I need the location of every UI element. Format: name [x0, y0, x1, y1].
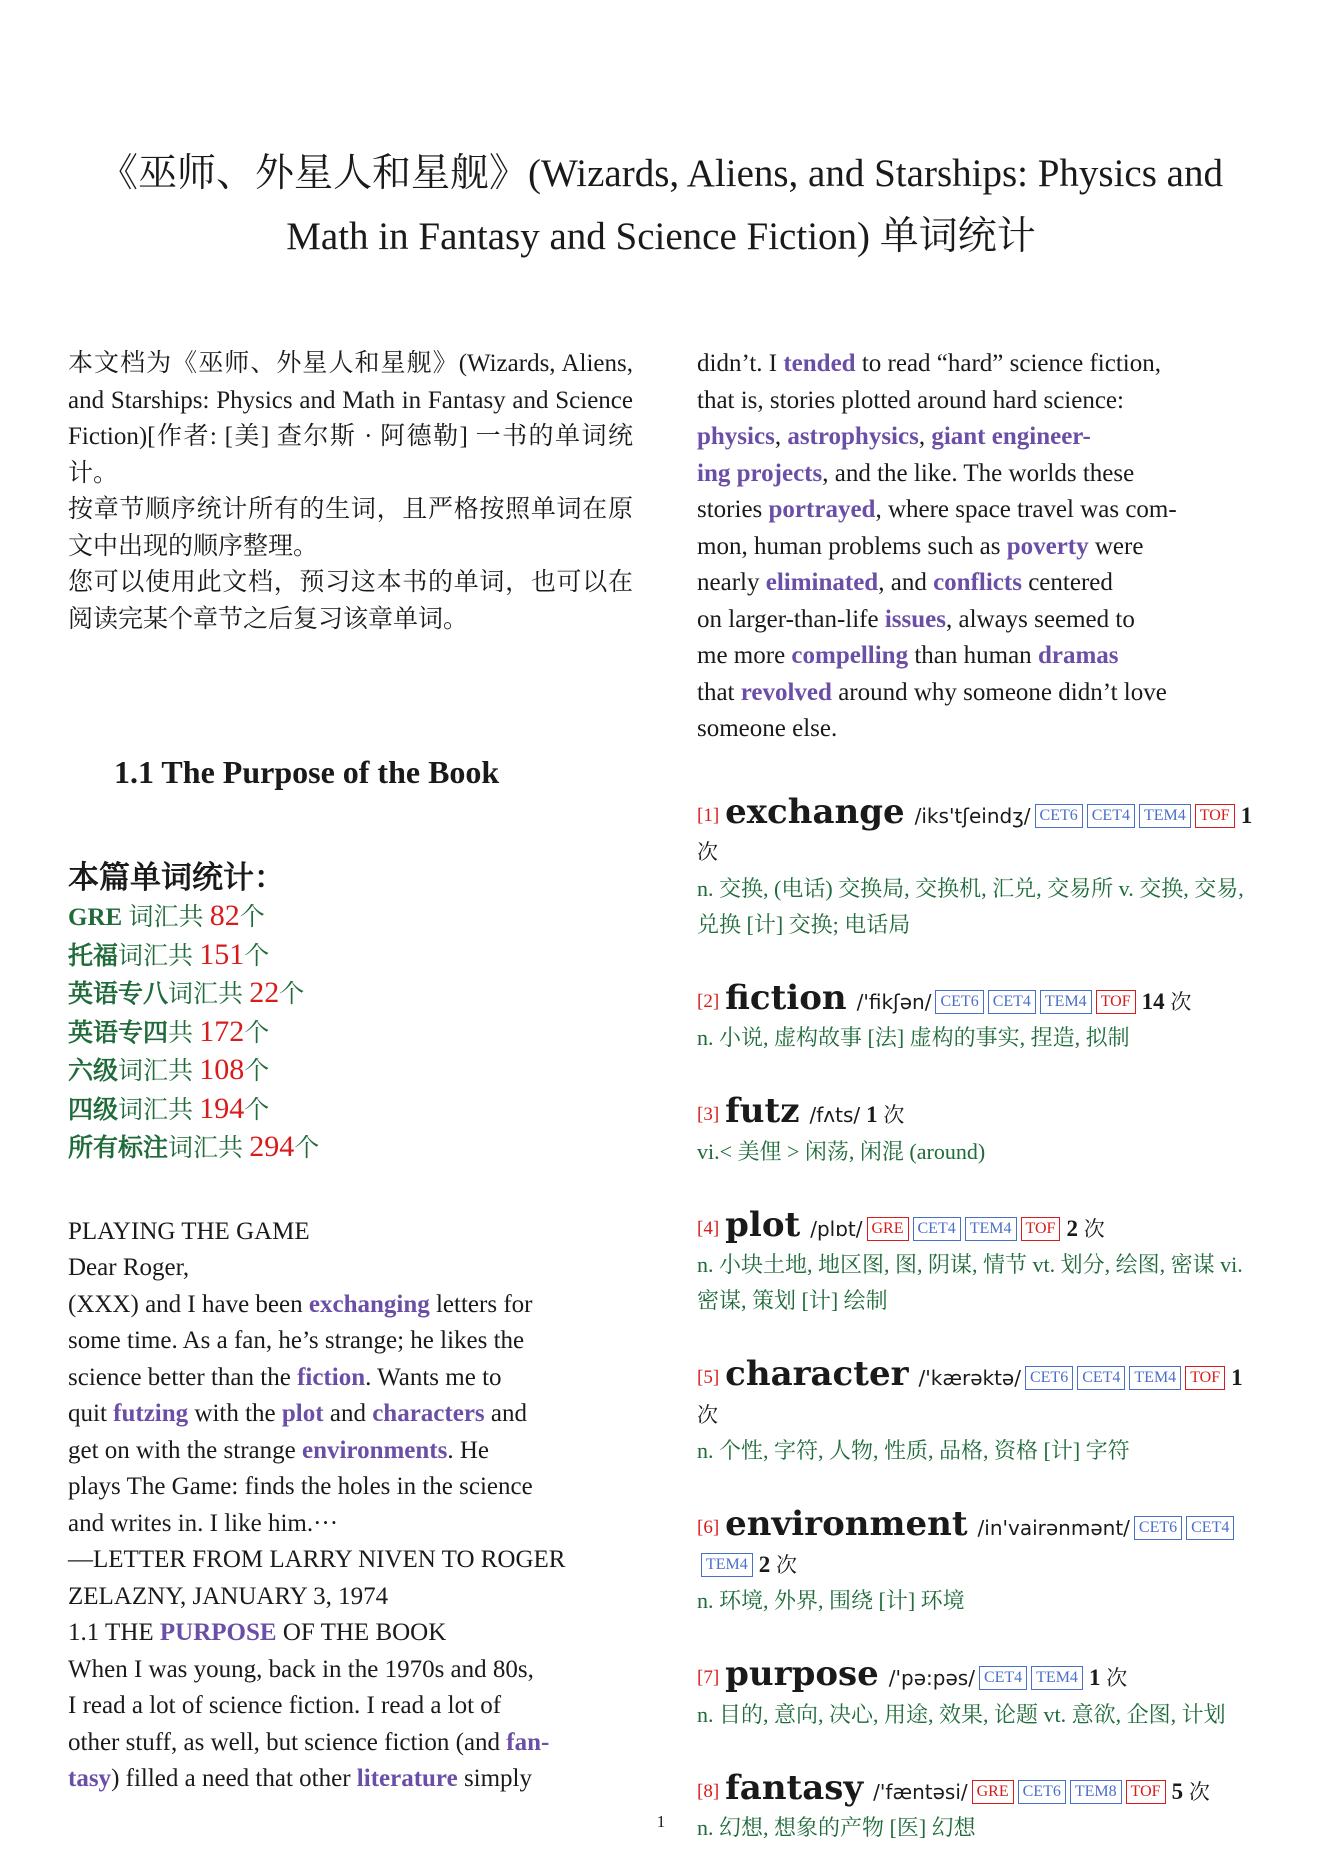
text-line: quit futzing with the plot and characters and	[68, 1400, 528, 1427]
exam-tag: CET4	[913, 1217, 961, 1241]
highlight-word: futzing	[113, 1400, 189, 1427]
count-unit: 次	[697, 1402, 718, 1427]
exam-tag: TOF	[1096, 990, 1136, 1014]
highlight-word: issues	[884, 605, 946, 633]
entry-phonetic: /plɒt/	[810, 1216, 863, 1241]
exam-tag: GRE	[972, 1780, 1014, 1804]
entry-index: [5]	[697, 1367, 720, 1388]
text-line: that is, stories plotted around hard science:	[697, 386, 1124, 414]
entry-phonetic: /'fikʃən/	[856, 989, 932, 1014]
exam-tag: CET6	[1035, 804, 1083, 828]
intro-paragraph: 本文档为《巫师、外星人和星舰》(Wizards, Aliens, and Starships: Physics and Math in Fantasy and Science Fiction)[作者: [美] 查尔斯 · 阿德勒] 一书的单词统计。	[68, 350, 633, 487]
count-unit: 次	[1083, 1216, 1105, 1241]
entry-header	[697, 1356, 1265, 1433]
count-unit: 次	[776, 1552, 798, 1577]
text-line: (XXX) and I have been exchanging letters for	[68, 1290, 533, 1318]
exam-tag: TEM4	[1139, 804, 1191, 828]
count-value: 1	[1088, 1665, 1101, 1690]
entry-phonetic: /iks'tʃeindʒ/	[914, 803, 1031, 828]
stat-gre: GRE 词汇共 82个	[68, 899, 265, 932]
document-title: 《巫师、外星人和星舰》(Wizards, Aliens, and Starships: Physics and Math in Fantasy and Science Fiction) 单词统计	[99, 152, 1223, 258]
text-line: stories portrayed, where space travel was com-	[697, 496, 1177, 523]
entry-index: [1]	[697, 804, 720, 826]
entry-count	[866, 1102, 904, 1127]
entry-header	[697, 791, 1265, 871]
exam-tag: TEM4	[701, 1553, 753, 1577]
intro-paragraph: 您可以使用此文档，预习这本书的单词，也可以在阅读完某个章节之后复习该章单词。	[68, 569, 633, 633]
stat-all: 所有标注词汇共 294个	[68, 1130, 320, 1163]
vocab-entry	[697, 1356, 1265, 1469]
text-line: get on with the strange environments. He	[68, 1436, 490, 1464]
entry-definition: n. 幻想, 想象的产物 [医] 幻想	[697, 1815, 976, 1840]
entry-count	[759, 1552, 797, 1577]
exam-tag: TEM4	[965, 1217, 1017, 1241]
highlight-word: portrayed	[768, 496, 876, 523]
text-line: someone else.	[697, 715, 838, 742]
text-line: PLAYING THE GAME	[68, 1217, 310, 1245]
highlight-word: exchanging	[308, 1290, 430, 1318]
exam-tag: TEM4	[1040, 990, 1092, 1014]
entry-index: [6]	[697, 1517, 720, 1538]
highlight-word: compelling	[791, 642, 909, 669]
text-line: nearly eliminated, and conflicts centered	[697, 569, 1113, 596]
highlight-word: tended	[783, 350, 856, 377]
stat-tem4: 英语专四共 172个	[68, 1014, 270, 1048]
entry-index: [7]	[697, 1667, 720, 1688]
section-heading: 1.1 The Purpose of the Book	[114, 754, 500, 790]
exam-tag: TEM4	[1129, 1366, 1181, 1390]
highlight-word: PURPOSE	[159, 1619, 277, 1646]
count-unit: 次	[1106, 1666, 1128, 1690]
entry-count	[1066, 1216, 1104, 1241]
highlight-word: astrophysics	[787, 423, 919, 450]
entry-index: [4]	[697, 1217, 720, 1239]
highlight-word: environments	[301, 1436, 448, 1464]
exam-tag: CET6	[1025, 1366, 1073, 1390]
entry-definition: n. 小块土地, 地区图, 图, 阴谋, 情节 vt. 划分, 绘图, 密谋 vi. 密谋, 策划 [计] 绘制	[697, 1252, 1243, 1313]
count-unit: 次	[1170, 989, 1192, 1014]
highlight-word: fan-	[506, 1728, 550, 1756]
entry-header	[697, 977, 1265, 1021]
text-line: me more compelling than human dramas	[697, 642, 1119, 669]
entry-word: character	[725, 1354, 909, 1394]
entry-count	[1089, 1665, 1127, 1690]
text-line: that revolved around why someone didn’t love	[697, 678, 1167, 706]
text-line: other stuff, as well, but science fiction (and fan-	[68, 1728, 550, 1756]
text-line: Dear Roger,	[68, 1254, 190, 1281]
exam-tag: CET4	[1186, 1516, 1234, 1540]
text-line: plays The Game: finds the holes in the science	[68, 1473, 533, 1500]
text-line: on larger-than-life issues, always seemed to	[697, 605, 1135, 633]
text-line: mon, human problems such as poverty were	[697, 532, 1144, 560]
highlight-word: tasy	[68, 1765, 112, 1792]
entry-phonetic: /'pə:pəs/	[888, 1666, 975, 1690]
highlight-word: poverty	[1006, 532, 1089, 560]
intro	[68, 346, 633, 638]
left-body-text	[68, 1214, 633, 1798]
count-unit: 次	[1188, 1779, 1210, 1804]
entry-definition: n. 交换, (电话) 交换局, 交换机, 汇兑, 交易所 v. 交换, 交易, 兑换 [计] 交换; 电话局	[697, 875, 1244, 937]
entry-index: [8]	[697, 1780, 720, 1802]
exam-tag: CET4	[979, 1666, 1027, 1690]
entry-word: purpose	[725, 1654, 879, 1694]
intro-paragraph: 按章节顺序统计所有的生词，且严格按照单词在原文中出现的顺序整理。	[68, 496, 633, 560]
highlight-word: eliminated	[765, 569, 879, 596]
entry-word: exchange	[725, 791, 905, 832]
text-line: I read a lot of science fiction. I read a lot of	[68, 1692, 502, 1719]
stat-cet6: 六级词汇共 108个	[68, 1053, 270, 1086]
highlight-word: plot	[281, 1400, 324, 1427]
text-line: science better than the fiction. Wants me to	[68, 1363, 502, 1391]
text-line: ing projects, and the like. The worlds these	[697, 459, 1135, 487]
right-body-text	[697, 346, 1265, 748]
left-column	[68, 346, 633, 1798]
entry-index: [3]	[697, 1104, 720, 1125]
entry-header	[697, 1656, 1265, 1697]
highlight-word: ing projects	[697, 459, 823, 487]
entry-definition: n. 环境, 外界, 围绕 [计] 环境	[697, 1588, 965, 1613]
exam-tag: CET6	[1134, 1516, 1182, 1540]
count-value: 1	[1231, 1365, 1243, 1390]
text-line: tasy) filled a need that other literature simply	[68, 1765, 533, 1792]
text-line: —LETTER FROM LARRY NIVEN TO ROGER	[68, 1546, 566, 1573]
highlight-word: revolved	[740, 678, 832, 706]
text-line: some time. As a fan, he’s strange; he likes the	[68, 1327, 525, 1354]
highlight-word: conflicts	[933, 569, 1022, 596]
highlight-word: fiction	[297, 1363, 366, 1391]
count-value: 2	[1066, 1215, 1078, 1241]
count-value: 2	[758, 1551, 771, 1577]
entry-header	[697, 1506, 1265, 1583]
text-line: and writes in. I like him.···	[68, 1509, 339, 1537]
vocab-entry	[697, 1767, 1265, 1847]
exam-tag: TOF	[1126, 1780, 1166, 1804]
count-unit: 次	[883, 1103, 905, 1127]
vocab-entry	[697, 1093, 1265, 1170]
vocab-entry	[697, 791, 1265, 943]
entry-phonetic: /'fæntəsi/	[873, 1779, 968, 1804]
entry-word: fantasy	[725, 1767, 864, 1808]
highlight-word: characters	[372, 1400, 485, 1427]
entry-header	[697, 1093, 1265, 1134]
exam-tag: GRE	[867, 1217, 909, 1241]
entry-index: [2]	[697, 990, 720, 1012]
vocab-entry	[697, 1204, 1265, 1320]
entry-count	[1142, 989, 1192, 1014]
right-column	[697, 346, 1265, 1846]
entry-phonetic: /fʌts/	[809, 1103, 861, 1127]
entry-header	[697, 1767, 1265, 1811]
exam-tag: CET6	[935, 990, 983, 1014]
text-line: When I was young, back in the 1970s and 80s,	[68, 1655, 534, 1683]
entry-count	[1172, 1779, 1210, 1804]
entry-word: plot	[725, 1204, 801, 1245]
stats-heading: 本篇单词统计：	[68, 860, 285, 895]
exam-tag: TEM4	[1031, 1666, 1083, 1690]
page-number: 1	[656, 1812, 666, 1831]
entry-word: environment	[725, 1504, 968, 1544]
vocab-entries	[697, 791, 1265, 1847]
highlight-word: giant engineer-	[931, 423, 1091, 450]
count-value: 5	[1171, 1778, 1184, 1804]
text-line: physics, astrophysics, giant engineer-	[697, 423, 1091, 450]
count-value: 1	[866, 1102, 878, 1127]
stat-cet4: 四级词汇共 194个	[68, 1091, 270, 1125]
vocab-entry	[697, 977, 1265, 1057]
exam-tag: CET6	[1018, 1780, 1066, 1804]
entry-definition: n. 小说, 虚构故事 [法] 虚构的事实, 捏造, 拟制	[697, 1025, 1130, 1050]
highlight-word: dramas	[1037, 642, 1119, 669]
count-unit: 次	[697, 840, 718, 864]
entry-phonetic: /in'vairənmənt/	[977, 1516, 1130, 1540]
exam-tag: TEM8	[1070, 1780, 1122, 1804]
highlight-word: physics	[697, 423, 775, 450]
entry-definition: vi.< 美俚 > 闲荡, 闲混 (around)	[697, 1138, 986, 1164]
text-line: 1.1 THE PURPOSE OF THE BOOK	[68, 1619, 447, 1646]
count-value: 1	[1240, 802, 1253, 828]
exam-tag: TOF	[1195, 804, 1235, 828]
stats-list	[68, 898, 633, 1168]
highlight-word: literature	[356, 1765, 458, 1792]
exam-tag: TOF	[1185, 1366, 1225, 1390]
exam-tag: TOF	[1021, 1217, 1061, 1241]
entry-definition: n. 个性, 字符, 人物, 性质, 品格, 资格 [计] 字符	[697, 1438, 1130, 1463]
count-value: 14	[1141, 988, 1165, 1014]
stat-toefl: 托福词汇共 151个	[68, 937, 270, 971]
text-line: didn’t. I tended to read “hard” science fiction,	[697, 350, 1161, 377]
vocab-entry	[697, 1506, 1265, 1619]
entry-definition: n. 目的, 意向, 决心, 用途, 效果, 论题 vt. 意欲, 企图, 计划	[697, 1701, 1226, 1727]
entry-word: futz	[725, 1091, 800, 1131]
exam-tag: CET4	[988, 990, 1036, 1014]
entry-header	[697, 1204, 1265, 1248]
entry-phonetic: /'kærəktə/	[918, 1366, 1021, 1390]
stat-tem8: 英语专八词汇共 22个	[68, 976, 305, 1009]
entry-word: fiction	[725, 977, 847, 1018]
exam-tag: CET4	[1077, 1366, 1125, 1390]
text-line: ZELAZNY, JANUARY 3, 1974	[68, 1582, 389, 1610]
vocab-entry	[697, 1656, 1265, 1733]
exam-tag: CET4	[1087, 804, 1135, 828]
